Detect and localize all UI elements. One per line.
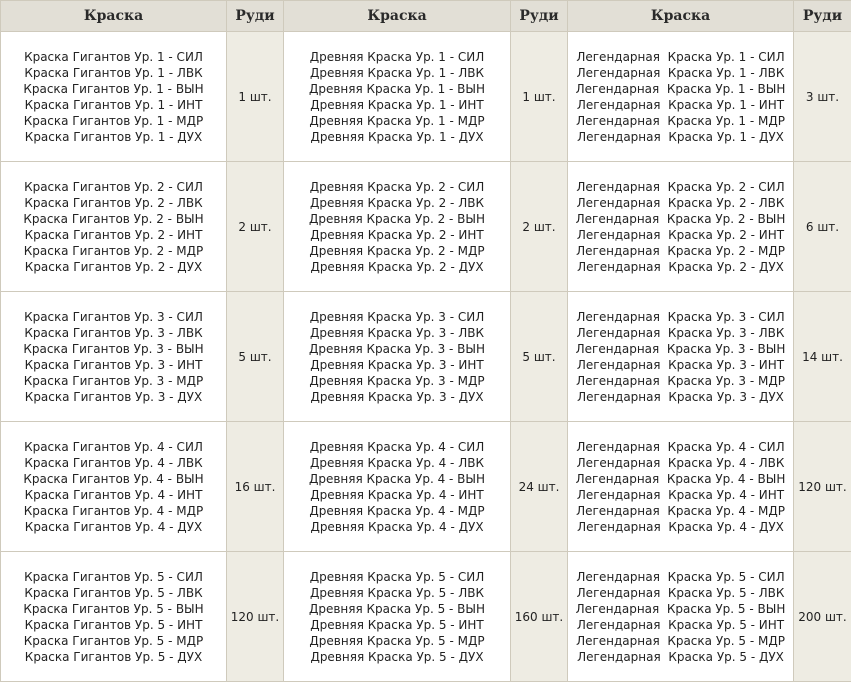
giant-paint-cell — [1, 552, 227, 682]
paint-name: Краска Гигантов Ур. 5 - СИЛ — [24, 569, 203, 584]
header-ore-ancient: Руди — [511, 1, 568, 32]
paint-name: Краска Гигантов Ур. 1 - ИНТ — [24, 97, 203, 112]
paint-name: Древняя Краска Ур. 4 - ИНТ — [310, 487, 484, 502]
paint-name: Краска Гигантов Ур. 1 - ВЫН — [23, 81, 204, 96]
header-row — [1, 1, 851, 32]
paint-name: Легендарная Краска Ур. 3 - СИЛ — [576, 309, 785, 324]
paint-name: Краска Гигантов Ур. 4 - ДУХ — [24, 519, 203, 534]
paint-name: Древняя Краска Ур. 2 - МДР — [309, 243, 485, 258]
paint-name: Легендарная Краска Ур. 1 - МДР — [576, 113, 785, 128]
paint-name: Легендарная Краска Ур. 1 - ЛВК — [576, 65, 785, 80]
ancient-ore-count: 5 шт. — [511, 292, 568, 422]
paint-name: Легендарная Краска Ур. 4 - СИЛ — [576, 439, 785, 454]
legendary-ore-count: 3 шт. — [794, 32, 851, 162]
ancient-paint-cell — [284, 422, 511, 552]
paint-name: Краска Гигантов Ур. 3 - ДУХ — [24, 389, 203, 404]
giant-ore-count: 5 шт. — [227, 292, 284, 422]
paint-name: Легендарная Краска Ур. 1 - ИНТ — [576, 97, 785, 112]
paint-name: Древняя Краска Ур. 5 - ЛВК — [310, 585, 484, 600]
paint-name: Краска Гигантов Ур. 3 - ИНТ — [24, 357, 203, 372]
paint-name: Краска Гигантов Ур. 3 - ВЫН — [23, 341, 204, 356]
paint-name: Древняя Краска Ур. 4 - ЛВК — [310, 455, 484, 470]
paint-name: Легендарная Краска Ур. 3 - МДР — [576, 373, 785, 388]
paint-name: Краска Гигантов Ур. 2 - МДР — [23, 243, 204, 258]
paint-name: Древняя Краска Ур. 3 - СИЛ — [309, 309, 485, 324]
paint-name: Краска Гигантов Ур. 5 - МДР — [23, 633, 204, 648]
paint-name: Древняя Краска Ур. 3 - ИНТ — [310, 357, 484, 372]
paint-name: Легендарная Краска Ур. 4 - ИНТ — [576, 487, 785, 502]
legendary-paint-cell — [568, 292, 794, 422]
paint-name: Легендарная Краска Ур. 3 - ДУХ — [577, 389, 784, 404]
paint-name: Краска Гигантов Ур. 2 - ВЫН — [23, 211, 204, 226]
header-ore-giant: Руди — [227, 1, 284, 32]
ancient-ore-count: 2 шт. — [511, 162, 568, 292]
paint-name: Краска Гигантов Ур. 2 - ИНТ — [24, 227, 203, 242]
paint-name: Древняя Краска Ур. 4 - ДУХ — [310, 519, 484, 534]
header-paint-ancient: Краска — [284, 1, 511, 32]
legendary-paint-cell — [568, 422, 794, 552]
header-paint-legendary: Краска — [568, 1, 794, 32]
legendary-ore-count: 200 шт. — [794, 552, 851, 682]
paint-name: Древняя Краска Ур. 3 - МДР — [309, 373, 485, 388]
paint-name: Легендарная Краска Ур. 1 - ВЫН — [575, 81, 786, 96]
giant-ore-count: 16 шт. — [227, 422, 284, 552]
ancient-ore-count: 1 шт. — [511, 32, 568, 162]
paint-name: Краска Гигантов Ур. 4 - ВЫН — [23, 471, 204, 486]
ancient-ore-count: 24 шт. — [511, 422, 568, 552]
legendary-ore-count: 6 шт. — [794, 162, 851, 292]
paint-name: Краска Гигантов Ур. 4 - МДР — [23, 503, 204, 518]
paint-name: Легендарная Краска Ур. 5 - ВЫН — [575, 601, 786, 616]
paint-name: Легендарная Краска Ур. 2 - ВЫН — [575, 211, 786, 226]
paint-name: Легендарная Краска Ур. 2 - ЛВК — [576, 195, 785, 210]
paint-name: Древняя Краска Ур. 5 - МДР — [309, 633, 485, 648]
paint-name: Древняя Краска Ур. 5 - ИНТ — [310, 617, 484, 632]
paint-name: Краска Гигантов Ур. 3 - СИЛ — [24, 309, 203, 324]
paint-name: Краска Гигантов Ур. 3 - ЛВК — [24, 325, 203, 340]
paint-name: Краска Гигантов Ур. 1 - ЛВК — [24, 65, 203, 80]
paint-name: Легендарная Краска Ур. 2 - СИЛ — [576, 179, 785, 194]
paint-name: Краска Гигантов Ур. 5 - ВЫН — [23, 601, 204, 616]
paint-name: Краска Гигантов Ур. 1 - СИЛ — [24, 49, 203, 64]
table-row — [1, 422, 851, 552]
giant-ore-count: 120 шт. — [227, 552, 284, 682]
header-ore-legendary: Руди — [794, 1, 851, 32]
paint-name: Древняя Краска Ур. 4 - ВЫН — [308, 471, 486, 486]
paint-name: Древняя Краска Ур. 1 - ДУХ — [310, 129, 484, 144]
paint-name: Легендарная Краска Ур. 1 - ДУХ — [577, 129, 784, 144]
paint-name: Легендарная Краска Ур. 2 - ДУХ — [577, 259, 784, 274]
paint-name: Древняя Краска Ур. 3 - ЛВК — [310, 325, 484, 340]
paint-name: Легендарная Краска Ур. 4 - МДР — [576, 503, 785, 518]
paint-name: Древняя Краска Ур. 2 - СИЛ — [309, 179, 485, 194]
legendary-ore-count: 14 шт. — [794, 292, 851, 422]
paint-name: Древняя Краска Ур. 3 - ВЫН — [308, 341, 486, 356]
ancient-paint-cell — [284, 292, 511, 422]
giant-paint-cell — [1, 162, 227, 292]
paint-name: Древняя Краска Ур. 2 - ДУХ — [310, 259, 484, 274]
ancient-paint-cell — [284, 32, 511, 162]
paint-name: Легендарная Краска Ур. 5 - ЛВК — [576, 585, 785, 600]
paint-name: Краска Гигантов Ур. 2 - ДУХ — [24, 259, 203, 274]
ancient-paint-cell — [284, 552, 511, 682]
paint-name: Краска Гигантов Ур. 4 - ЛВК — [24, 455, 203, 470]
paint-name: Легендарная Краска Ур. 4 - ДУХ — [577, 519, 784, 534]
paint-name: Древняя Краска Ур. 1 - СИЛ — [309, 49, 485, 64]
paint-name: Краска Гигантов Ур. 5 - ИНТ — [24, 617, 203, 632]
paint-name: Легендарная Краска Ур. 5 - МДР — [576, 633, 785, 648]
paint-name: Древняя Краска Ур. 3 - ДУХ — [310, 389, 484, 404]
paint-name: Краска Гигантов Ур. 3 - МДР — [23, 373, 204, 388]
table-row — [1, 552, 851, 682]
paint-name: Древняя Краска Ур. 5 - ВЫН — [308, 601, 486, 616]
paint-name: Легендарная Краска Ур. 2 - ИНТ — [576, 227, 785, 242]
legendary-paint-cell — [568, 162, 794, 292]
table-row — [1, 292, 851, 422]
paint-name: Краска Гигантов Ур. 2 - СИЛ — [24, 179, 203, 194]
ancient-paint-cell — [284, 162, 511, 292]
ancient-ore-count: 160 шт. — [511, 552, 568, 682]
paint-name: Легендарная Краска Ур. 5 - ДУХ — [577, 649, 784, 664]
paint-name: Древняя Краска Ур. 5 - СИЛ — [309, 569, 485, 584]
paint-name: Древняя Краска Ур. 2 - ВЫН — [308, 211, 486, 226]
paint-name: Краска Гигантов Ур. 4 - СИЛ — [24, 439, 203, 454]
paint-name: Краска Гигантов Ур. 1 - ДУХ — [24, 129, 203, 144]
paint-name: Легендарная Краска Ур. 4 - ЛВК — [576, 455, 785, 470]
paint-name: Древняя Краска Ур. 5 - ДУХ — [310, 649, 484, 664]
paint-name: Древняя Краска Ур. 1 - ВЫН — [308, 81, 486, 96]
paint-name: Легендарная Краска Ур. 5 - ИНТ — [576, 617, 785, 632]
legendary-ore-count: 120 шт. — [794, 422, 851, 552]
giant-paint-cell — [1, 292, 227, 422]
paint-name: Краска Гигантов Ур. 2 - ЛВК — [24, 195, 203, 210]
paint-name: Древняя Краска Ур. 4 - МДР — [309, 503, 485, 518]
paint-name: Краска Гигантов Ур. 5 - ДУХ — [24, 649, 203, 664]
paint-name: Древняя Краска Ур. 1 - МДР — [309, 113, 485, 128]
paint-name: Древняя Краска Ур. 2 - ИНТ — [310, 227, 484, 242]
header-paint-giant: Краска — [1, 1, 227, 32]
paint-name: Легендарная Краска Ур. 3 - ИНТ — [576, 357, 785, 372]
paint-name: Легендарная Краска Ур. 3 - ЛВК — [576, 325, 785, 340]
paint-name: Легендарная Краска Ур. 2 - МДР — [576, 243, 785, 258]
giant-paint-cell — [1, 422, 227, 552]
legendary-paint-cell — [568, 552, 794, 682]
paint-name: Легендарная Краска Ур. 4 - ВЫН — [575, 471, 786, 486]
paint-name: Краска Гигантов Ур. 1 - МДР — [23, 113, 204, 128]
table-row — [1, 162, 851, 292]
giant-ore-count: 2 шт. — [227, 162, 284, 292]
paint-name: Древняя Краска Ур. 4 - СИЛ — [309, 439, 485, 454]
paint-name: Легендарная Краска Ур. 3 - ВЫН — [575, 341, 786, 356]
paint-name: Древняя Краска Ур. 1 - ЛВК — [310, 65, 484, 80]
giant-paint-cell — [1, 32, 227, 162]
paint-name: Древняя Краска Ур. 2 - ЛВК — [310, 195, 484, 210]
paint-name: Краска Гигантов Ур. 5 - ЛВК — [24, 585, 203, 600]
table-row — [1, 32, 851, 162]
paint-name: Легендарная Краска Ур. 1 - СИЛ — [576, 49, 785, 64]
paint-name: Легендарная Краска Ур. 5 - СИЛ — [576, 569, 785, 584]
legendary-paint-cell — [568, 32, 794, 162]
paint-name: Краска Гигантов Ур. 4 - ИНТ — [24, 487, 203, 502]
giant-ore-count: 1 шт. — [227, 32, 284, 162]
paint-name: Древняя Краска Ур. 1 - ИНТ — [310, 97, 484, 112]
